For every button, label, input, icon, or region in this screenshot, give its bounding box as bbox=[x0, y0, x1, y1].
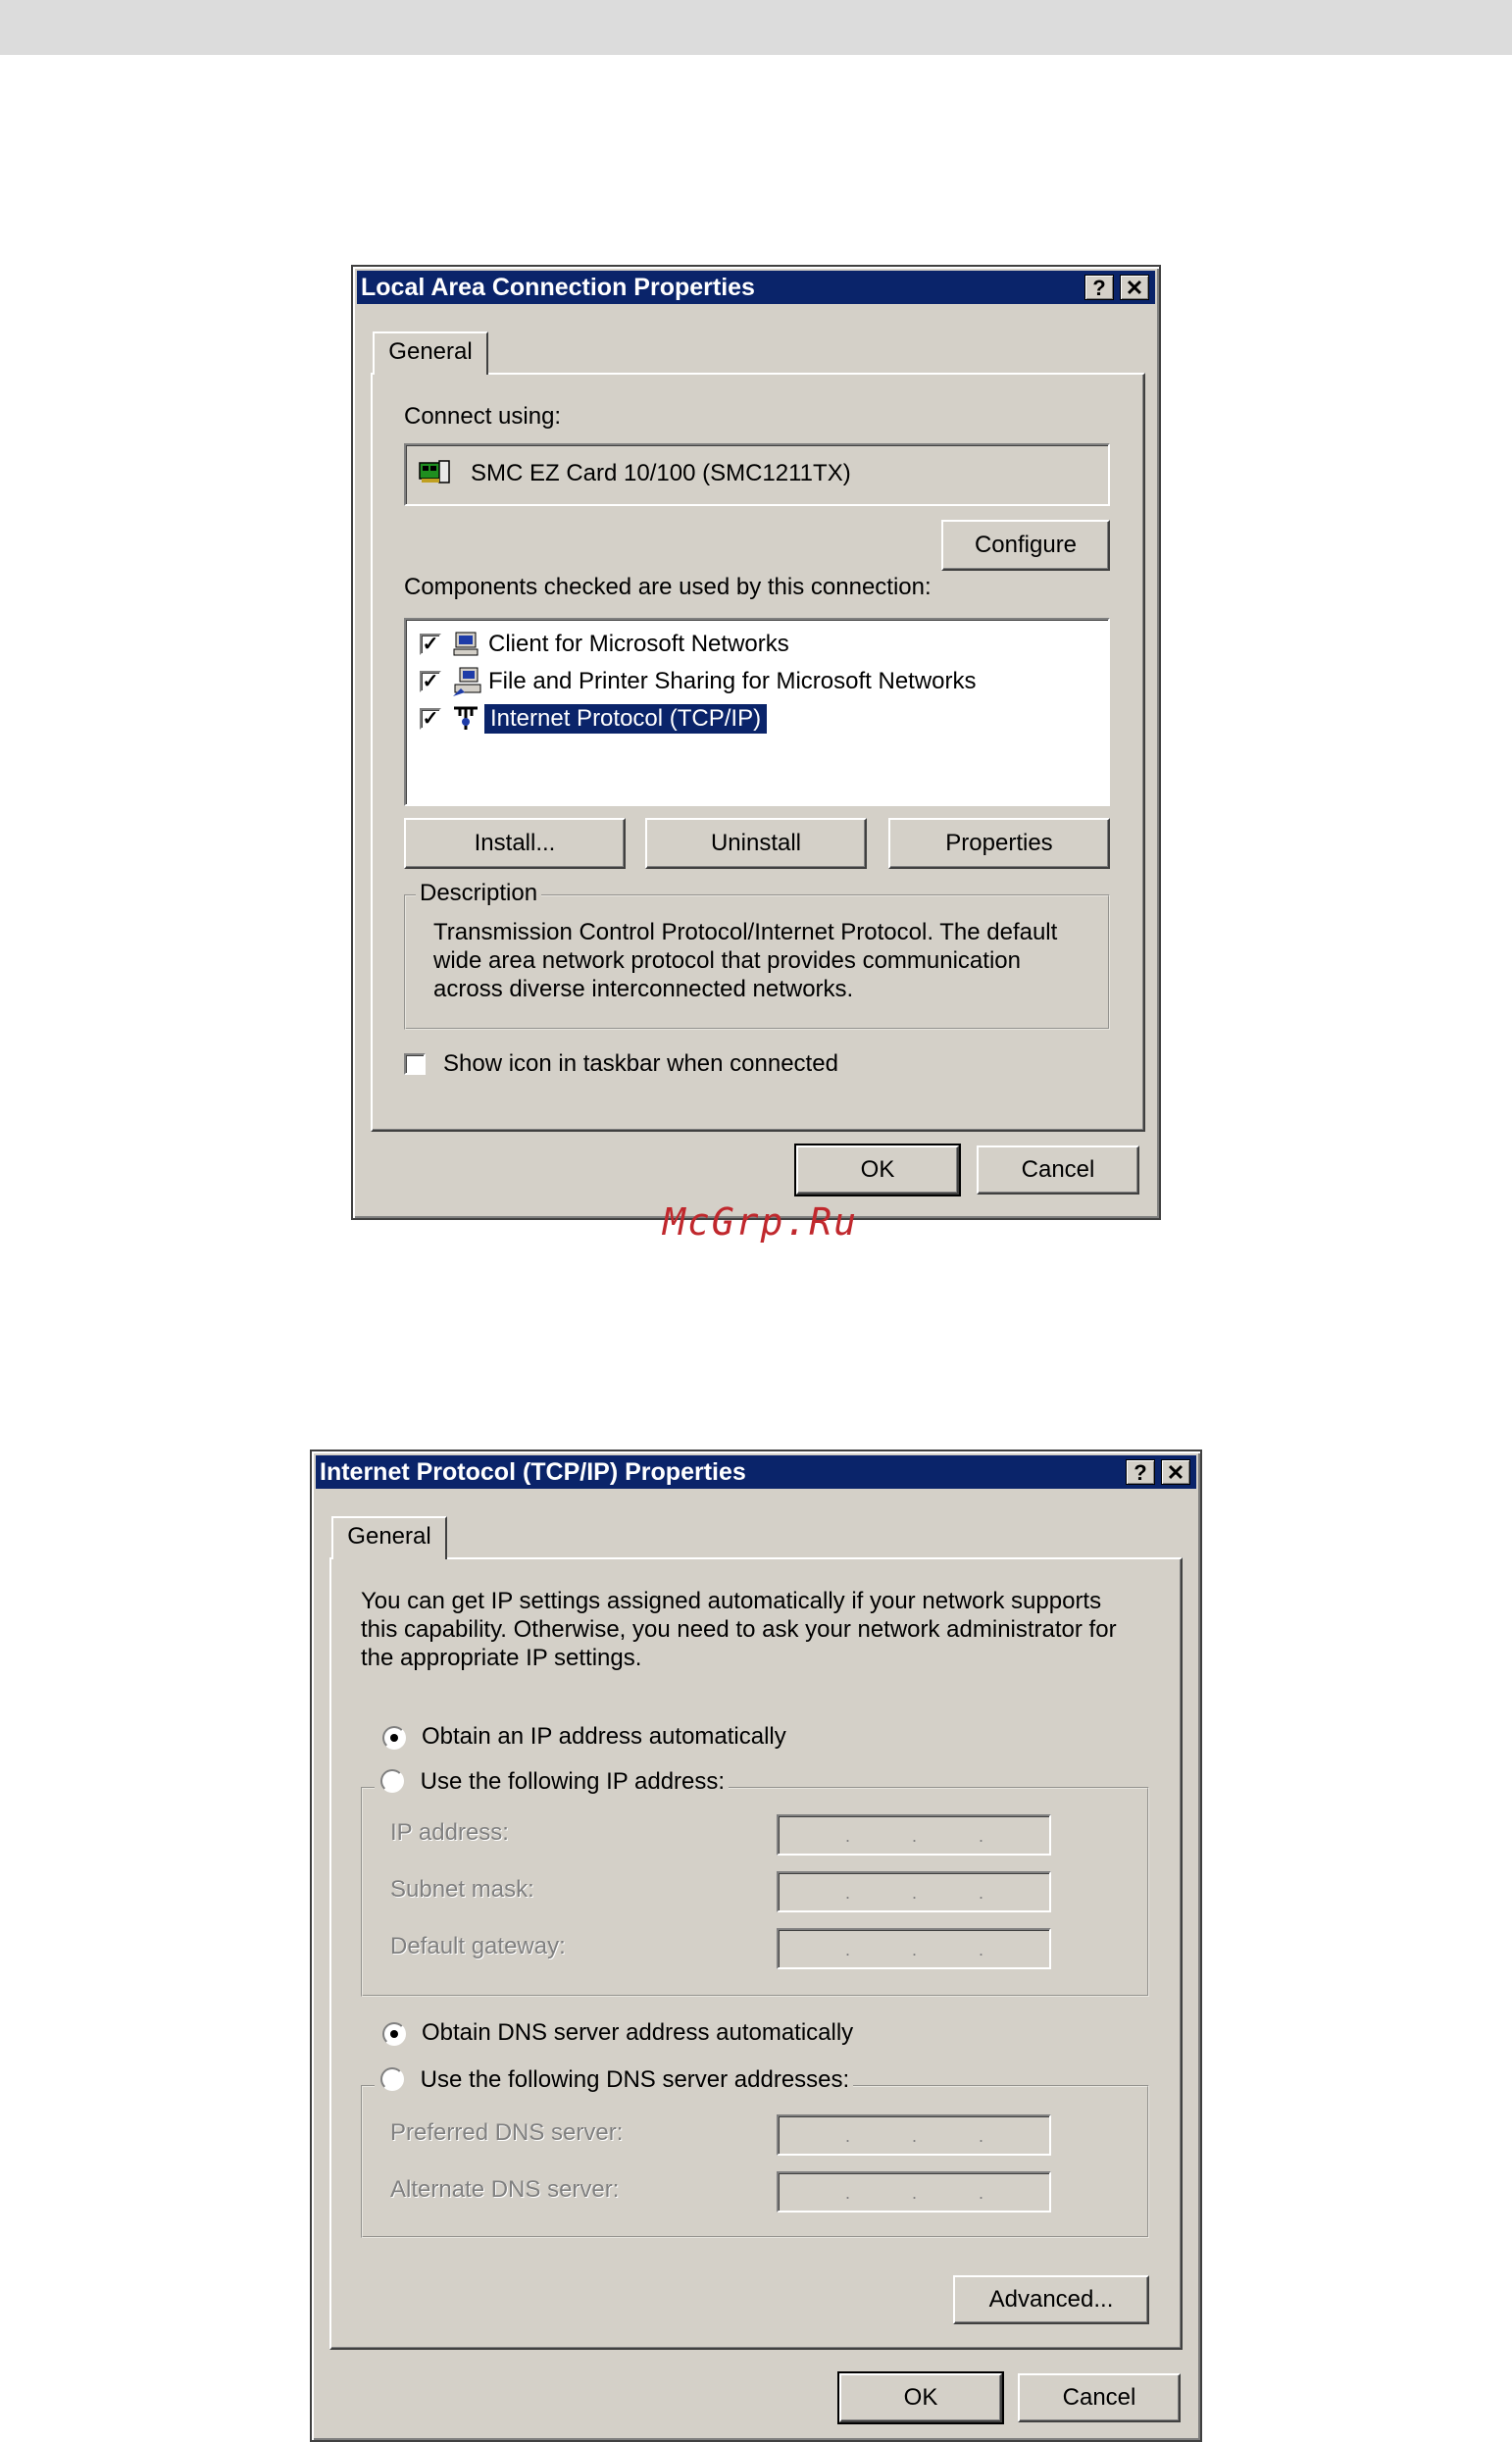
obtain-ip-auto-radio[interactable] bbox=[382, 1726, 406, 1750]
install-button[interactable]: Install... bbox=[404, 818, 626, 869]
page-top-bar bbox=[0, 0, 1512, 55]
components-list bbox=[404, 618, 1110, 806]
alternate-dns-label: Alternate DNS server: bbox=[390, 2176, 620, 2203]
tcpip-checkbox[interactable]: ✓ bbox=[420, 708, 441, 730]
use-following-dns-radio[interactable] bbox=[380, 2067, 404, 2091]
show-icon-label: Show icon in taskbar when connected bbox=[443, 1050, 838, 1077]
watermark-text: McGrp.Ru bbox=[663, 1200, 859, 1244]
title-bar bbox=[316, 1455, 1196, 1489]
obtain-ip-auto-label: Obtain an IP address automatically bbox=[422, 1723, 786, 1750]
dialog-title: Internet Protocol (TCP/IP) Properties bbox=[320, 1458, 746, 1486]
preferred-dns-label: Preferred DNS server: bbox=[390, 2119, 624, 2146]
intro-text: You can get IP settings assigned automatically if your network supports this capability. Otherwise, you need to ask your network administrator for the appropriate IP settings. bbox=[361, 1588, 1117, 1671]
help-button[interactable]: ? bbox=[1126, 1459, 1155, 1485]
use-following-ip-label: Use the following IP address: bbox=[420, 1768, 726, 1795]
advanced-button[interactable]: Advanced... bbox=[953, 2275, 1149, 2324]
list-item[interactable] bbox=[416, 702, 1092, 736]
tcpip-properties-dialog bbox=[310, 1450, 1202, 2442]
ok-button[interactable]: OK bbox=[839, 2373, 1002, 2422]
ok-button[interactable]: OK bbox=[796, 1145, 959, 1195]
use-following-dns-option[interactable] bbox=[375, 2065, 853, 2095]
tab-general-label: General bbox=[347, 1523, 431, 1550]
component-label: File and Printer Sharing for Microsoft Networks bbox=[488, 668, 977, 694]
tab-general[interactable] bbox=[373, 331, 488, 375]
title-bar bbox=[357, 271, 1155, 304]
connect-using-label: Connect using: bbox=[404, 403, 562, 430]
description-label: Description bbox=[416, 879, 541, 908]
properties-button[interactable]: Properties bbox=[888, 818, 1110, 869]
component-label: Client for Microsoft Networks bbox=[488, 631, 789, 657]
default-gateway-input: . . . bbox=[777, 1928, 1051, 1969]
tab-general-label: General bbox=[388, 338, 473, 365]
default-gateway-label: Default gateway: bbox=[390, 1933, 566, 1959]
description-text: Transmission Control Protocol/Internet Protocol. The default wide area network protocol that provides communication across diverse interconnected networks. bbox=[433, 919, 1058, 1002]
show-icon-checkbox[interactable] bbox=[404, 1053, 426, 1075]
dialog-title: Local Area Connection Properties bbox=[361, 274, 755, 301]
close-button[interactable]: ✕ bbox=[1161, 1459, 1190, 1485]
uninstall-button[interactable]: Uninstall bbox=[645, 818, 867, 869]
ip-address-input: . . . bbox=[777, 1814, 1051, 1856]
dns-group bbox=[361, 2085, 1149, 2238]
adapter-field bbox=[404, 443, 1110, 506]
help-button[interactable]: ? bbox=[1084, 275, 1114, 300]
components-label: Components checked are used by this connection: bbox=[404, 574, 932, 600]
use-following-ip-option[interactable] bbox=[375, 1767, 729, 1797]
preferred-dns-input: . . . bbox=[777, 2114, 1051, 2156]
list-item[interactable] bbox=[416, 665, 1092, 698]
tab-general[interactable] bbox=[331, 1516, 447, 1559]
local-area-connection-dialog bbox=[351, 265, 1161, 1220]
obtain-dns-auto-radio[interactable] bbox=[382, 2022, 406, 2046]
cancel-button[interactable]: Cancel bbox=[977, 1145, 1139, 1195]
obtain-dns-auto-label: Obtain DNS server address automatically bbox=[422, 2019, 854, 2046]
use-following-dns-label: Use the following DNS server addresses: bbox=[420, 2066, 850, 2093]
protocol-icon bbox=[451, 704, 480, 734]
adapter-name: SMC EZ Card 10/100 (SMC1211TX) bbox=[471, 460, 851, 486]
subnet-mask-label: Subnet mask: bbox=[390, 1876, 534, 1903]
subnet-mask-input: . . . bbox=[777, 1871, 1051, 1912]
use-following-ip-radio[interactable] bbox=[380, 1769, 404, 1793]
close-button[interactable]: ✕ bbox=[1120, 275, 1149, 300]
ip-address-label: IP address: bbox=[390, 1819, 509, 1846]
component-label: Internet Protocol (TCP/IP) bbox=[484, 704, 767, 734]
configure-button[interactable]: Configure bbox=[941, 520, 1110, 571]
printer-sharing-icon bbox=[451, 667, 484, 698]
list-item[interactable] bbox=[416, 628, 1092, 661]
client-checkbox[interactable]: ✓ bbox=[420, 634, 441, 655]
network-card-icon bbox=[418, 459, 453, 488]
cancel-button[interactable]: Cancel bbox=[1018, 2373, 1181, 2422]
computer-icon bbox=[451, 630, 480, 659]
file-sharing-checkbox[interactable]: ✓ bbox=[420, 671, 441, 692]
alternate-dns-input: . . . bbox=[777, 2171, 1051, 2213]
